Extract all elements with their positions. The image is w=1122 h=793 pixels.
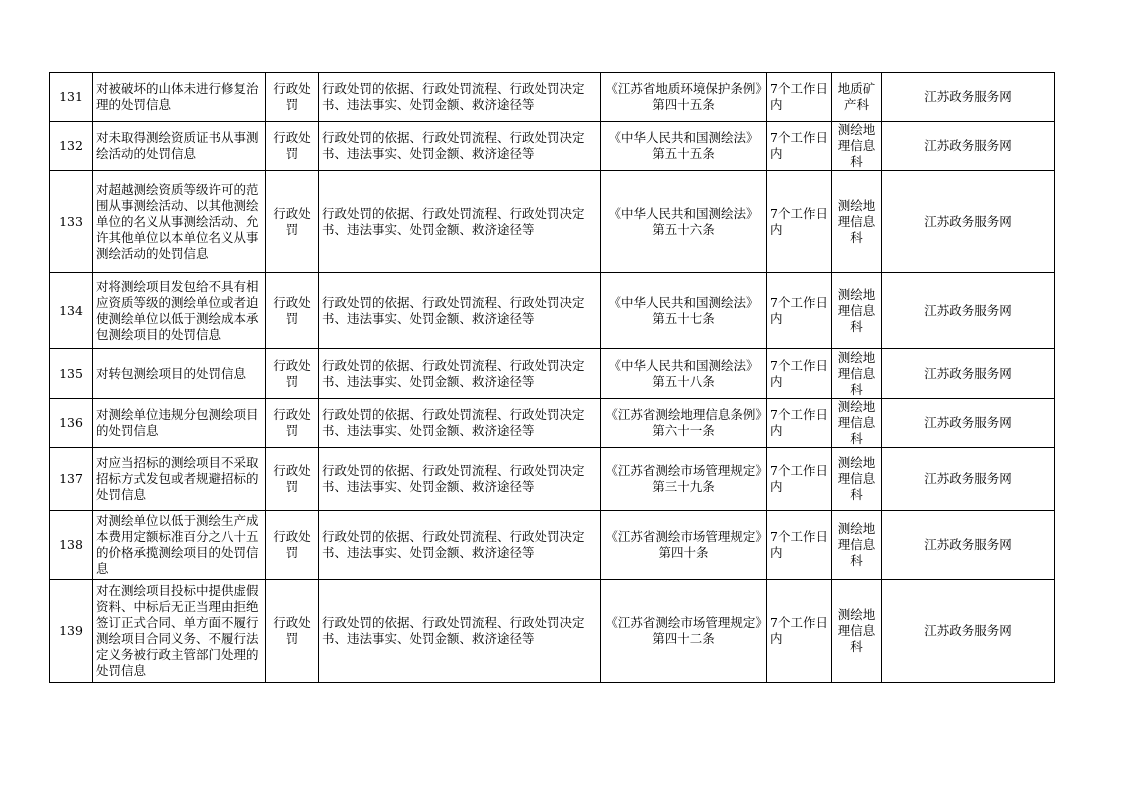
responsible-department: 测绘地理信息科	[832, 448, 882, 511]
table-row	[50, 349, 1055, 399]
disclosure-channel: 江苏政务服务网	[882, 580, 1055, 683]
row-number: 133	[50, 171, 93, 273]
item-name: 对测绘单位以低于测绘生产成本费用定额标准百分之八十五的价格承揽测绘项目的处罚信息	[93, 511, 266, 580]
table-row	[50, 122, 1055, 171]
disclosure-channel: 江苏政务服务网	[882, 399, 1055, 448]
table-row	[50, 171, 1055, 273]
item-name: 对超越测绘资质等级许可的范围从事测绘活动、以其他测绘单位的名义从事测绘活动、允许其他单位以本单位名义从事测绘活动的处罚信息	[93, 171, 266, 273]
item-type: 行政处罚	[266, 122, 319, 171]
item-type: 行政处罚	[266, 399, 319, 448]
item-name: 对应当招标的测绘项目不采取招标方式发包或者规避招标的处罚信息	[93, 448, 266, 511]
disclosure-channel: 江苏政务服务网	[882, 511, 1055, 580]
disclosure-channel: 江苏政务服务网	[882, 448, 1055, 511]
item-type: 行政处罚	[266, 448, 319, 511]
legal-basis: 《中华人民共和国测绘法》第五十六条	[601, 171, 767, 273]
disclosure-time-limit: 7个工作日内	[767, 511, 832, 580]
table-row	[50, 511, 1055, 580]
disclosure-channel: 江苏政务服务网	[882, 171, 1055, 273]
disclosure-content: 行政处罚的依据、行政处罚流程、行政处罚决定书、违法事实、处罚金额、救济途径等	[319, 171, 601, 273]
responsible-department: 测绘地理信息科	[832, 273, 882, 349]
table-row	[50, 273, 1055, 349]
legal-basis: 《中华人民共和国测绘法》第五十八条	[601, 349, 767, 399]
legal-basis: 《江苏省地质环境保护条例》第四十五条	[601, 73, 767, 122]
table-row	[50, 73, 1055, 122]
item-type: 行政处罚	[266, 273, 319, 349]
disclosure-content: 行政处罚的依据、行政处罚流程、行政处罚决定书、违法事实、处罚金额、救济途径等	[319, 448, 601, 511]
row-number: 134	[50, 273, 93, 349]
item-type: 行政处罚	[266, 73, 319, 122]
legal-basis: 《江苏省测绘市场管理规定》第四十条	[601, 511, 767, 580]
row-number: 135	[50, 349, 93, 399]
disclosure-time-limit: 7个工作日内	[767, 399, 832, 448]
row-number: 137	[50, 448, 93, 511]
responsible-department: 测绘地理信息科	[832, 171, 882, 273]
disclosure-time-limit: 7个工作日内	[767, 349, 832, 399]
disclosure-content: 行政处罚的依据、行政处罚流程、行政处罚决定书、违法事实、处罚金额、救济途径等	[319, 273, 601, 349]
responsible-department: 地质矿产科	[832, 73, 882, 122]
table-row	[50, 580, 1055, 683]
item-name: 对未取得测绘资质证书从事测绘活动的处罚信息	[93, 122, 266, 171]
disclosure-channel: 江苏政务服务网	[882, 349, 1055, 399]
item-type: 行政处罚	[266, 349, 319, 399]
responsible-department: 测绘地理信息科	[832, 122, 882, 171]
item-name: 对将测绘项目发包给不具有相应资质等级的测绘单位或者迫使测绘单位以低于测绘成本承包测绘项目的处罚信息	[93, 273, 266, 349]
disclosure-content: 行政处罚的依据、行政处罚流程、行政处罚决定书、违法事实、处罚金额、救济途径等	[319, 511, 601, 580]
row-number: 132	[50, 122, 93, 171]
disclosure-content: 行政处罚的依据、行政处罚流程、行政处罚决定书、违法事实、处罚金额、救济途径等	[319, 580, 601, 683]
row-number: 136	[50, 399, 93, 448]
disclosure-time-limit: 7个工作日内	[767, 171, 832, 273]
responsible-department: 测绘地理信息科	[832, 580, 882, 683]
responsible-department: 测绘地理信息科	[832, 511, 882, 580]
disclosure-channel: 江苏政务服务网	[882, 73, 1055, 122]
disclosure-time-limit: 7个工作日内	[767, 273, 832, 349]
disclosure-content: 行政处罚的依据、行政处罚流程、行政处罚决定书、违法事实、处罚金额、救济途径等	[319, 349, 601, 399]
legal-basis: 《江苏省测绘地理信息条例》第六十一条	[601, 399, 767, 448]
row-number: 139	[50, 580, 93, 683]
table-row	[50, 399, 1055, 448]
item-name: 对测绘单位违规分包测绘项目的处罚信息	[93, 399, 266, 448]
disclosure-time-limit: 7个工作日内	[767, 122, 832, 171]
responsible-department: 测绘地理信息科	[832, 399, 882, 448]
row-number: 131	[50, 73, 93, 122]
item-type: 行政处罚	[266, 171, 319, 273]
disclosure-channel: 江苏政务服务网	[882, 273, 1055, 349]
legal-basis: 《中华人民共和国测绘法》第五十五条	[601, 122, 767, 171]
table-row	[50, 448, 1055, 511]
disclosure-table	[49, 72, 1055, 683]
disclosure-channel: 江苏政务服务网	[882, 122, 1055, 171]
item-type: 行政处罚	[266, 511, 319, 580]
disclosure-content: 行政处罚的依据、行政处罚流程、行政处罚决定书、违法事实、处罚金额、救济途径等	[319, 399, 601, 448]
disclosure-time-limit: 7个工作日内	[767, 580, 832, 683]
item-name: 对被破坏的山体未进行修复治理的处罚信息	[93, 73, 266, 122]
responsible-department: 测绘地理信息科	[832, 349, 882, 399]
item-type: 行政处罚	[266, 580, 319, 683]
disclosure-time-limit: 7个工作日内	[767, 448, 832, 511]
disclosure-time-limit: 7个工作日内	[767, 73, 832, 122]
item-name: 对转包测绘项目的处罚信息	[93, 349, 266, 399]
legal-basis: 《江苏省测绘市场管理规定》第三十九条	[601, 448, 767, 511]
legal-basis: 《中华人民共和国测绘法》第五十七条	[601, 273, 767, 349]
disclosure-content: 行政处罚的依据、行政处罚流程、行政处罚决定书、违法事实、处罚金额、救济途径等	[319, 122, 601, 171]
disclosure-content: 行政处罚的依据、行政处罚流程、行政处罚决定书、违法事实、处罚金额、救济途径等	[319, 73, 601, 122]
legal-basis: 《江苏省测绘市场管理规定》第四十二条	[601, 580, 767, 683]
row-number: 138	[50, 511, 93, 580]
item-name: 对在测绘项目投标中提供虚假资料、中标后无正当理由拒绝签订正式合同、单方面不履行测绘项目合同义务、不履行法定义务被行政主管部门处理的处罚信息	[93, 580, 266, 683]
